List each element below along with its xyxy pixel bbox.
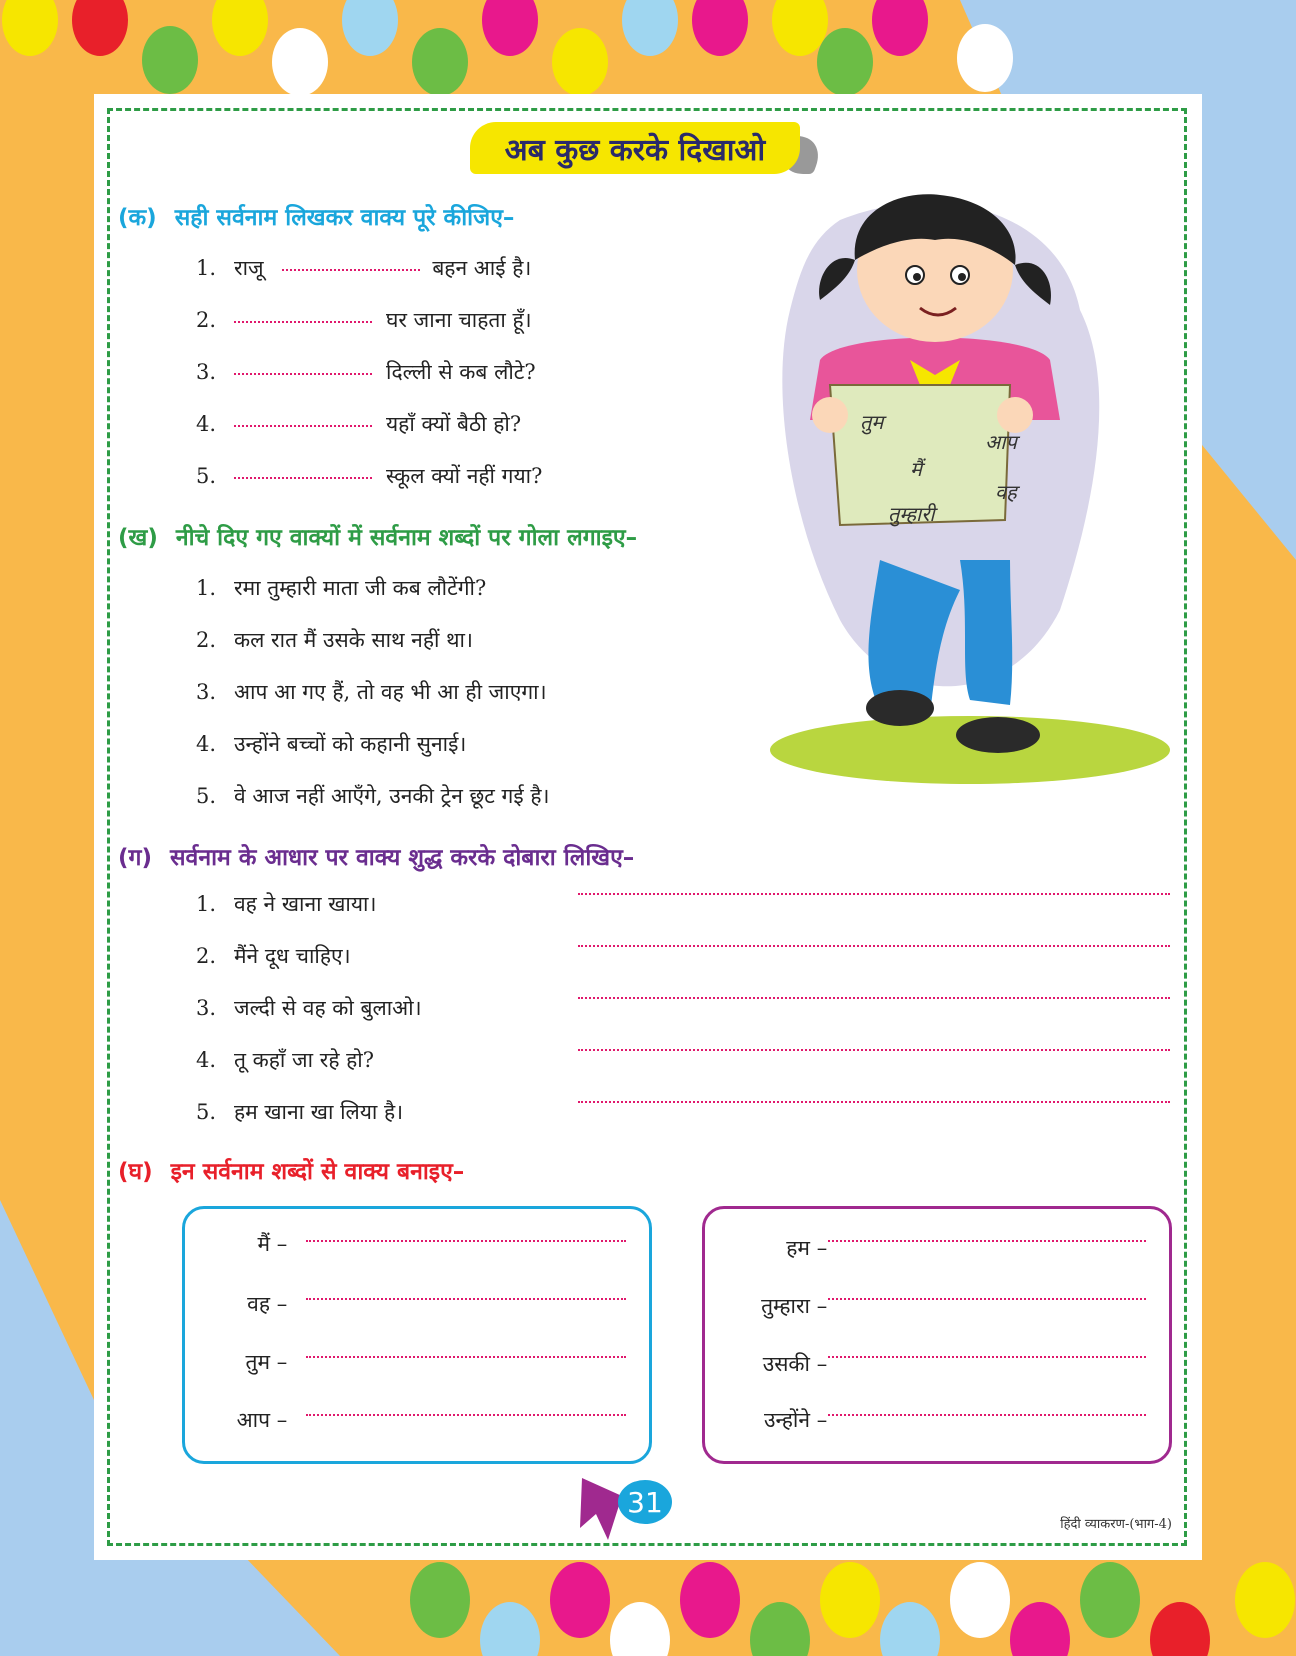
sign-word: मैं xyxy=(910,457,922,481)
footer-book-title: हिंदी व्याकरण-(भाग-4) xyxy=(1060,1517,1172,1532)
section-label: (घ) xyxy=(118,1159,153,1185)
section-kha-heading xyxy=(118,520,637,552)
list-item: 5. हम खाना खा लिया है। xyxy=(196,1100,404,1124)
answer-line[interactable] xyxy=(578,893,1170,895)
page-number: 31 xyxy=(618,1480,672,1524)
section-ga-heading xyxy=(118,840,634,872)
sign-word: तुम xyxy=(860,410,884,434)
list-item: 2. कल रात मैं उसके साथ नहीं था। xyxy=(196,628,473,652)
word-row: तुम्हारा – xyxy=(761,1294,828,1318)
list-item: 5. वे आज नहीं आएँगे, उनकी ट्रेन छूट गई है। xyxy=(196,784,550,808)
list-item: 4. यहाँ क्यों बैठी हो? xyxy=(196,412,522,436)
answer-line[interactable] xyxy=(306,1414,626,1416)
list-item: 1. रमा तुम्हारी माता जी कब लौटेंगी? xyxy=(196,576,487,600)
section-title: नीचे दिए गए वाक्यों में सर्वनाम शब्दों पर गोला लगाइए– xyxy=(175,525,638,551)
blank-line[interactable] xyxy=(234,425,372,427)
word-row: उसकी – xyxy=(762,1352,828,1376)
list-item: 3. दिल्ली से कब लौटे? xyxy=(196,360,536,384)
list-item: 3. आप आ गए हैं, तो वह भी आ ही जाएगा। xyxy=(196,680,547,704)
answer-line[interactable] xyxy=(828,1414,1146,1416)
section-label: (क) xyxy=(118,205,157,231)
answer-line[interactable] xyxy=(578,1101,1170,1103)
word-row: मैं – xyxy=(257,1232,288,1256)
list-item: 1. राजू बहन आई है। xyxy=(196,256,532,280)
list-item: 1. वह ने खाना खाया। xyxy=(196,892,377,916)
answer-line[interactable] xyxy=(828,1240,1146,1242)
list-item: 4. उन्होंने बच्चों को कहानी सुनाई। xyxy=(196,732,467,756)
answer-line[interactable] xyxy=(578,1049,1170,1051)
section-ka-heading xyxy=(118,200,514,232)
section-title: सही सर्वनाम लिखकर वाक्य पूरे कीजिए– xyxy=(174,205,515,231)
answer-line[interactable] xyxy=(828,1298,1146,1300)
blank-line[interactable] xyxy=(234,321,372,323)
title-banner xyxy=(470,122,830,180)
word-row: वह – xyxy=(247,1292,288,1316)
list-item: 2. मैंने दूध चाहिए। xyxy=(196,944,351,968)
section-title: सर्वनाम के आधार पर वाक्य शुद्ध करके दोबारा लिखिए– xyxy=(169,845,635,871)
word-row: तुम – xyxy=(245,1350,288,1374)
blank-line[interactable] xyxy=(234,477,372,479)
section-label: (ख) xyxy=(118,525,158,551)
sign-word: तुम्हारी xyxy=(888,502,935,526)
answer-line[interactable] xyxy=(578,945,1170,947)
word-row: उन्होंने – xyxy=(763,1408,828,1432)
girl-illustration xyxy=(760,190,1180,790)
list-item: 3. जल्दी से वह को बुलाओ। xyxy=(196,996,422,1020)
sign-word: आप xyxy=(985,430,1017,454)
answer-line[interactable] xyxy=(306,1298,626,1300)
blank-line[interactable] xyxy=(282,269,420,271)
list-item: 4. तू कहाँ जा रहे हो? xyxy=(196,1048,374,1072)
sign-word: वह xyxy=(995,480,1017,504)
list-item: 5. स्कूल क्यों नहीं गया? xyxy=(196,464,543,488)
page-title: अब कुछ करके दिखाओ xyxy=(470,122,800,174)
answer-line[interactable] xyxy=(578,997,1170,999)
answer-line[interactable] xyxy=(306,1356,626,1358)
section-title: इन सर्वनाम शब्दों से वाक्य बनाइए– xyxy=(170,1159,465,1185)
blank-line[interactable] xyxy=(234,373,372,375)
section-gha-heading xyxy=(118,1154,464,1186)
answer-line[interactable] xyxy=(306,1240,626,1242)
answer-line[interactable] xyxy=(828,1356,1146,1358)
word-row: आप – xyxy=(236,1408,288,1432)
section-label: (ग) xyxy=(118,845,152,871)
word-row: हम – xyxy=(786,1236,828,1260)
list-item: 2. घर जाना चाहता हूँ। xyxy=(196,308,532,332)
